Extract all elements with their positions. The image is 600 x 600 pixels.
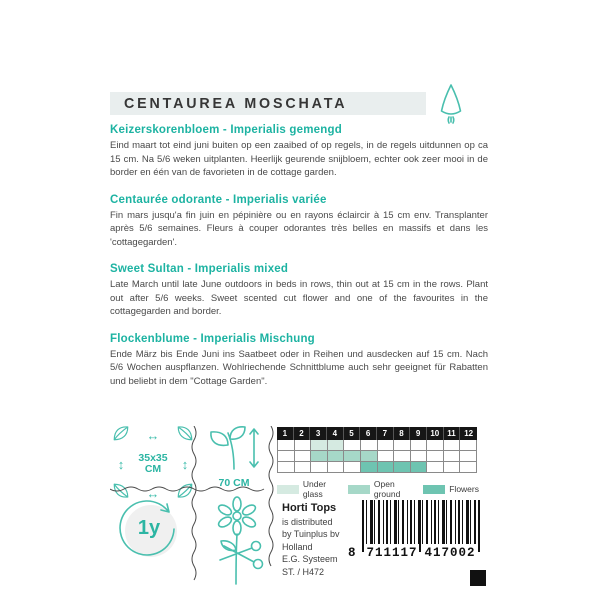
annual-label: 1y bbox=[137, 516, 161, 539]
divider-wave-vertical bbox=[266, 426, 276, 571]
legend-label: Open ground bbox=[373, 479, 401, 499]
calendar-cell bbox=[328, 451, 345, 462]
calendar-cell bbox=[378, 462, 395, 473]
calendar-cell bbox=[328, 462, 345, 473]
page-title: CENTAUREA MOSCHATA bbox=[124, 95, 348, 112]
legend-swatch bbox=[348, 485, 370, 494]
calendar-cell bbox=[344, 462, 361, 473]
calendar-month: 7 bbox=[377, 427, 394, 440]
calendar-cell bbox=[411, 462, 428, 473]
horizontal-arrow-icon: ↔ bbox=[146, 427, 160, 443]
section-body-fr: Fin mars jusqu'a fin juin en pépinière ou en rayons éclaircir à 15 cm env. Transplanter après 5/6 semaines. Fleurs à couper odorantes très belles en massifs et dans les 'cottagegarden'. bbox=[110, 209, 488, 248]
legend-swatch bbox=[423, 485, 445, 494]
calendar-cell bbox=[361, 440, 378, 451]
section-english bbox=[110, 263, 488, 319]
calendar-cell bbox=[444, 462, 461, 473]
distributor-name: Horti Tops bbox=[282, 502, 337, 514]
seedling-icon bbox=[204, 425, 264, 471]
height-label: 70 CM bbox=[218, 477, 250, 489]
calendar-legend bbox=[277, 479, 479, 499]
calendar-cell bbox=[394, 451, 411, 462]
distributor-line: Holland bbox=[282, 541, 313, 552]
calendar-month: 11 bbox=[444, 427, 461, 440]
legend-item-flowers bbox=[423, 484, 479, 494]
calendar-month: 2 bbox=[294, 427, 311, 440]
calendar-cell bbox=[427, 451, 444, 462]
calendar-cell bbox=[411, 451, 428, 462]
section-dutch bbox=[110, 124, 488, 180]
calendar-month: 5 bbox=[344, 427, 361, 440]
legend-label: Flowers bbox=[449, 484, 479, 494]
spacing-unit: CM bbox=[144, 463, 162, 475]
calendar-cell bbox=[427, 440, 444, 451]
calendar-month: 10 bbox=[427, 427, 444, 440]
section-french bbox=[110, 194, 488, 250]
barcode-group1: 711117 bbox=[366, 546, 418, 560]
calendar-cell bbox=[411, 440, 428, 451]
calendar-cell bbox=[311, 440, 328, 451]
barcode-bars bbox=[362, 500, 480, 544]
calendar-month: 3 bbox=[310, 427, 327, 440]
calendar-cell bbox=[295, 462, 312, 473]
cut-flower-pictogram bbox=[206, 494, 268, 591]
distributor-line: E.G. Systeem bbox=[282, 554, 338, 564]
calendar-cell bbox=[394, 462, 411, 473]
spacing-label bbox=[138, 453, 167, 475]
section-body-nl: Eind maart tot eind juni buiten op een zaaibed of op regels, in de regels uitdunnen op ca 15 cm. Na 5/6 weken uitplanten. Heerlijk geurende snijbloem, echter ook zeer mooi in de border en één van de favorieten in de cottage garden. bbox=[110, 140, 488, 178]
legend-swatch bbox=[277, 485, 299, 494]
barcode-guard bbox=[478, 500, 480, 552]
barcode-group2: 417002 bbox=[424, 546, 476, 560]
distributor-line: ST. / H472 bbox=[282, 566, 325, 577]
calendar-month: 8 bbox=[394, 427, 411, 440]
calendar-cell bbox=[278, 451, 295, 462]
leaf-icon bbox=[112, 424, 130, 447]
calendar-month: 9 bbox=[410, 427, 427, 440]
divider-wave-vertical bbox=[189, 426, 199, 584]
calendar-cell bbox=[460, 440, 477, 451]
section-heading-fr: Centaurée odorante - Imperialis variée bbox=[110, 193, 327, 206]
distributor-line: by Tuinplus bv bbox=[282, 529, 340, 539]
description-sections bbox=[110, 124, 488, 402]
calendar-cell bbox=[311, 451, 328, 462]
calendar-cell bbox=[311, 462, 328, 473]
section-german bbox=[110, 333, 488, 389]
divider-wave-horizontal bbox=[110, 484, 268, 494]
barcode-digit: 8 bbox=[348, 546, 356, 560]
section-heading-nl: Keizerskorenbloem - Imperialis gemengd bbox=[110, 124, 342, 136]
calendar-cell bbox=[378, 440, 395, 451]
calendar-cell bbox=[444, 451, 461, 462]
calendar-cell bbox=[361, 462, 378, 473]
calendar-month: 4 bbox=[327, 427, 344, 440]
calendar-month: 12 bbox=[464, 429, 474, 438]
calendar-cell bbox=[278, 462, 295, 473]
calendar-grid bbox=[277, 440, 477, 473]
annual-cycle-pictogram bbox=[116, 497, 182, 563]
calendar-cell bbox=[278, 440, 295, 451]
barcode-guard bbox=[419, 500, 421, 552]
section-heading-de: Flockenblume - Imperialis Mischung bbox=[110, 332, 315, 345]
calendar-month-row bbox=[277, 427, 477, 440]
calendar-cell bbox=[394, 440, 411, 451]
calendar-cell bbox=[361, 451, 378, 462]
calendar-month: 6 bbox=[360, 427, 377, 440]
calendar-cell bbox=[344, 451, 361, 462]
calendar-cell bbox=[378, 451, 395, 462]
print-registration-mark bbox=[470, 570, 486, 586]
distributor-info bbox=[282, 502, 354, 578]
section-body-en: Late March until late June outdoors in beds in rows, thin out at 15 cm in the rows. Plant out after 5/6 weeks. Sweet scented cut flower and one of the favourites in the cottagegarden and border. bbox=[110, 279, 488, 317]
plant-height-pictogram bbox=[202, 425, 266, 489]
calendar-cell bbox=[460, 451, 477, 462]
calendar-cell bbox=[460, 462, 477, 473]
sowing-calendar bbox=[277, 427, 477, 473]
vertical-arrow-icon: ↕ bbox=[181, 456, 189, 472]
vertical-arrow-icon: ↕ bbox=[117, 456, 125, 472]
calendar-cell bbox=[427, 462, 444, 473]
calendar-cell bbox=[444, 440, 461, 451]
calendar-cell bbox=[328, 440, 345, 451]
section-heading-en: Sweet Sultan - Imperialis mixed bbox=[110, 263, 289, 275]
calendar-month: 1 bbox=[277, 427, 294, 440]
legend-label: Under glass bbox=[302, 479, 327, 499]
section-body-de: Ende März bis Ende Juni ins Saatbeet oder in Reihen und ausdecken auf 15 cm. Nach 5/6 Wochen auspflanzen. Wohlriechende Schnittblume auch sehr geeignet für Rabatten und beliebt in dem "Cottage Garden". bbox=[110, 348, 488, 387]
legend-item-open-ground bbox=[348, 479, 423, 499]
legend-item-under-glass bbox=[277, 479, 348, 499]
calendar-cell bbox=[295, 440, 312, 451]
distributor-line: is distributed bbox=[282, 516, 333, 527]
ean-barcode bbox=[346, 500, 482, 564]
spacing-value: 35x35 bbox=[138, 452, 168, 464]
calendar-cell bbox=[295, 451, 312, 462]
horizontal-arrow-icon: ↔ bbox=[146, 485, 160, 501]
title-bar bbox=[110, 92, 426, 115]
calendar-cell bbox=[344, 440, 361, 451]
barcode-guard bbox=[362, 500, 364, 552]
